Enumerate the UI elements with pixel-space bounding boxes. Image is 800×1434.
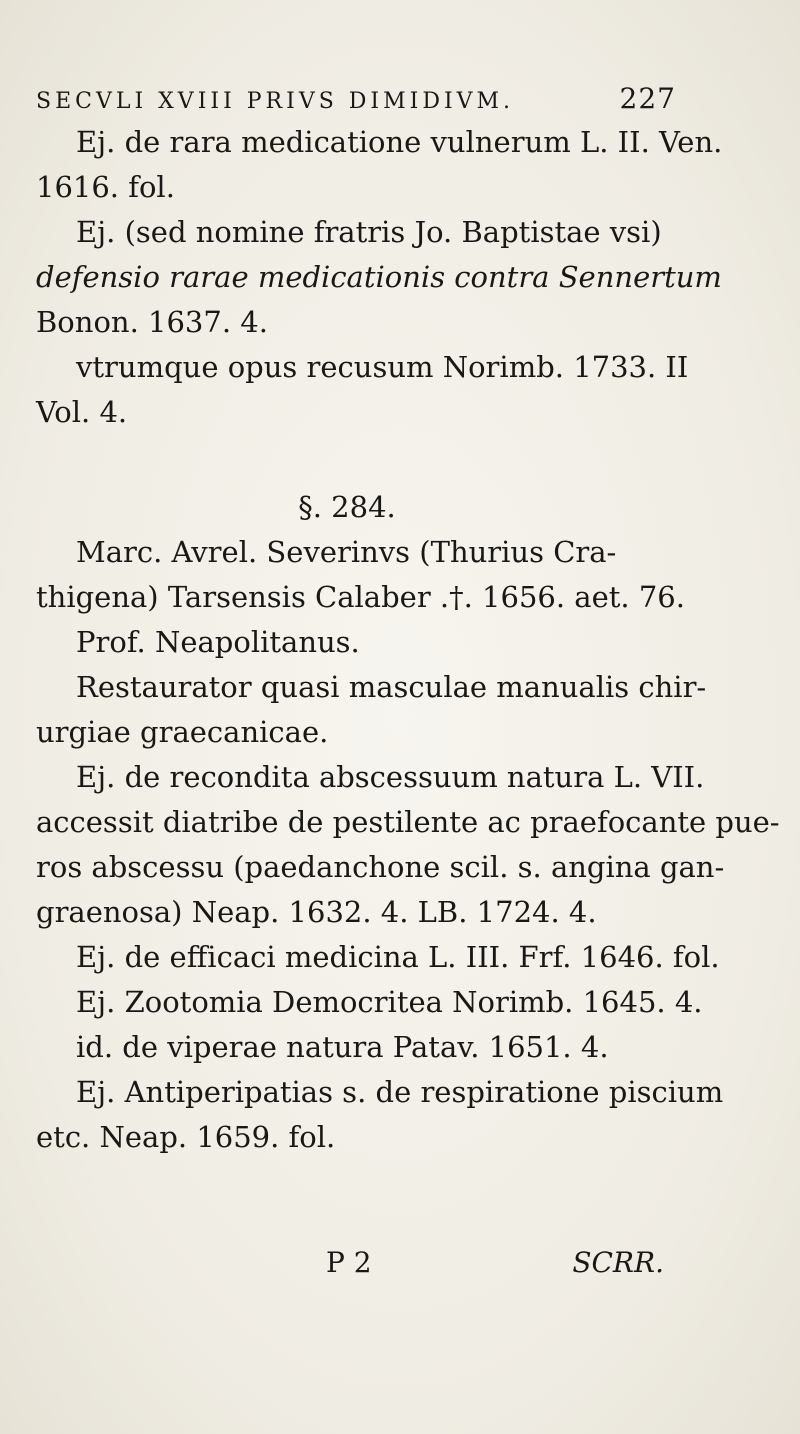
text-line: Restaurator quasi masculae manualis chir-: [76, 670, 707, 704]
running-header: [36, 82, 676, 115]
text-line: Prof. Neapolitanus.: [76, 625, 360, 659]
text-line: ros abscessu (paedanchone scil. s. angina gan-: [36, 850, 725, 884]
signature-mark: P 2: [326, 1246, 372, 1279]
text-line: Ej. de efficaci medicina L. III. Frf. 1646. fol.: [76, 940, 720, 974]
text-line: Bonon. 1637. 4.: [36, 305, 268, 339]
page-footer: [36, 1246, 664, 1279]
running-title: SECVLI XVIII PRIVS DIMIDIVM.: [36, 89, 515, 114]
text-line: thigena) Tarsensis Calaber .†. 1656. aet. 76.: [36, 580, 685, 614]
text-line: vtrumque opus recusum Norimb. 1733. II: [76, 350, 689, 384]
text-line: defensio rarae medicationis contra Sennertum: [36, 260, 722, 294]
author-entry-line: Marc. Avrel. Severinvs (Thurius Cra-: [76, 535, 617, 569]
text-line: Ej. (sed nomine fratris Jo. Baptistae vsi): [76, 215, 662, 249]
text-line: urgiae graecanicae.: [36, 715, 329, 749]
text-line: accessit diatribe de pestilente ac praefocante pue-: [36, 805, 780, 839]
text-line: Ej. de recondita abscessuum natura L. VII.: [76, 760, 705, 794]
text-line: 1616. fol.: [36, 170, 175, 204]
text-line: graenosa) Neap. 1632. 4. LB. 1724. 4.: [36, 895, 597, 929]
section-heading: §. 284.: [298, 490, 396, 524]
text-line: etc. Neap. 1659. fol.: [36, 1120, 336, 1154]
text-line: Ej. Antiperipatias s. de respiratione piscium: [76, 1075, 724, 1109]
text-line: Vol. 4.: [36, 395, 128, 429]
text-line: Ej. Zootomia Democritea Norimb. 1645. 4.: [76, 985, 703, 1019]
text-line: Ej. de rara medicatione vulnerum L. II. Ven.: [76, 125, 723, 159]
page-number: 227: [619, 82, 676, 115]
catchword: SCRR.: [572, 1246, 664, 1279]
text-line: id. de viperae natura Patav. 1651. 4.: [76, 1030, 609, 1064]
section-gap: [36, 435, 648, 485]
body-text: [36, 120, 780, 1160]
